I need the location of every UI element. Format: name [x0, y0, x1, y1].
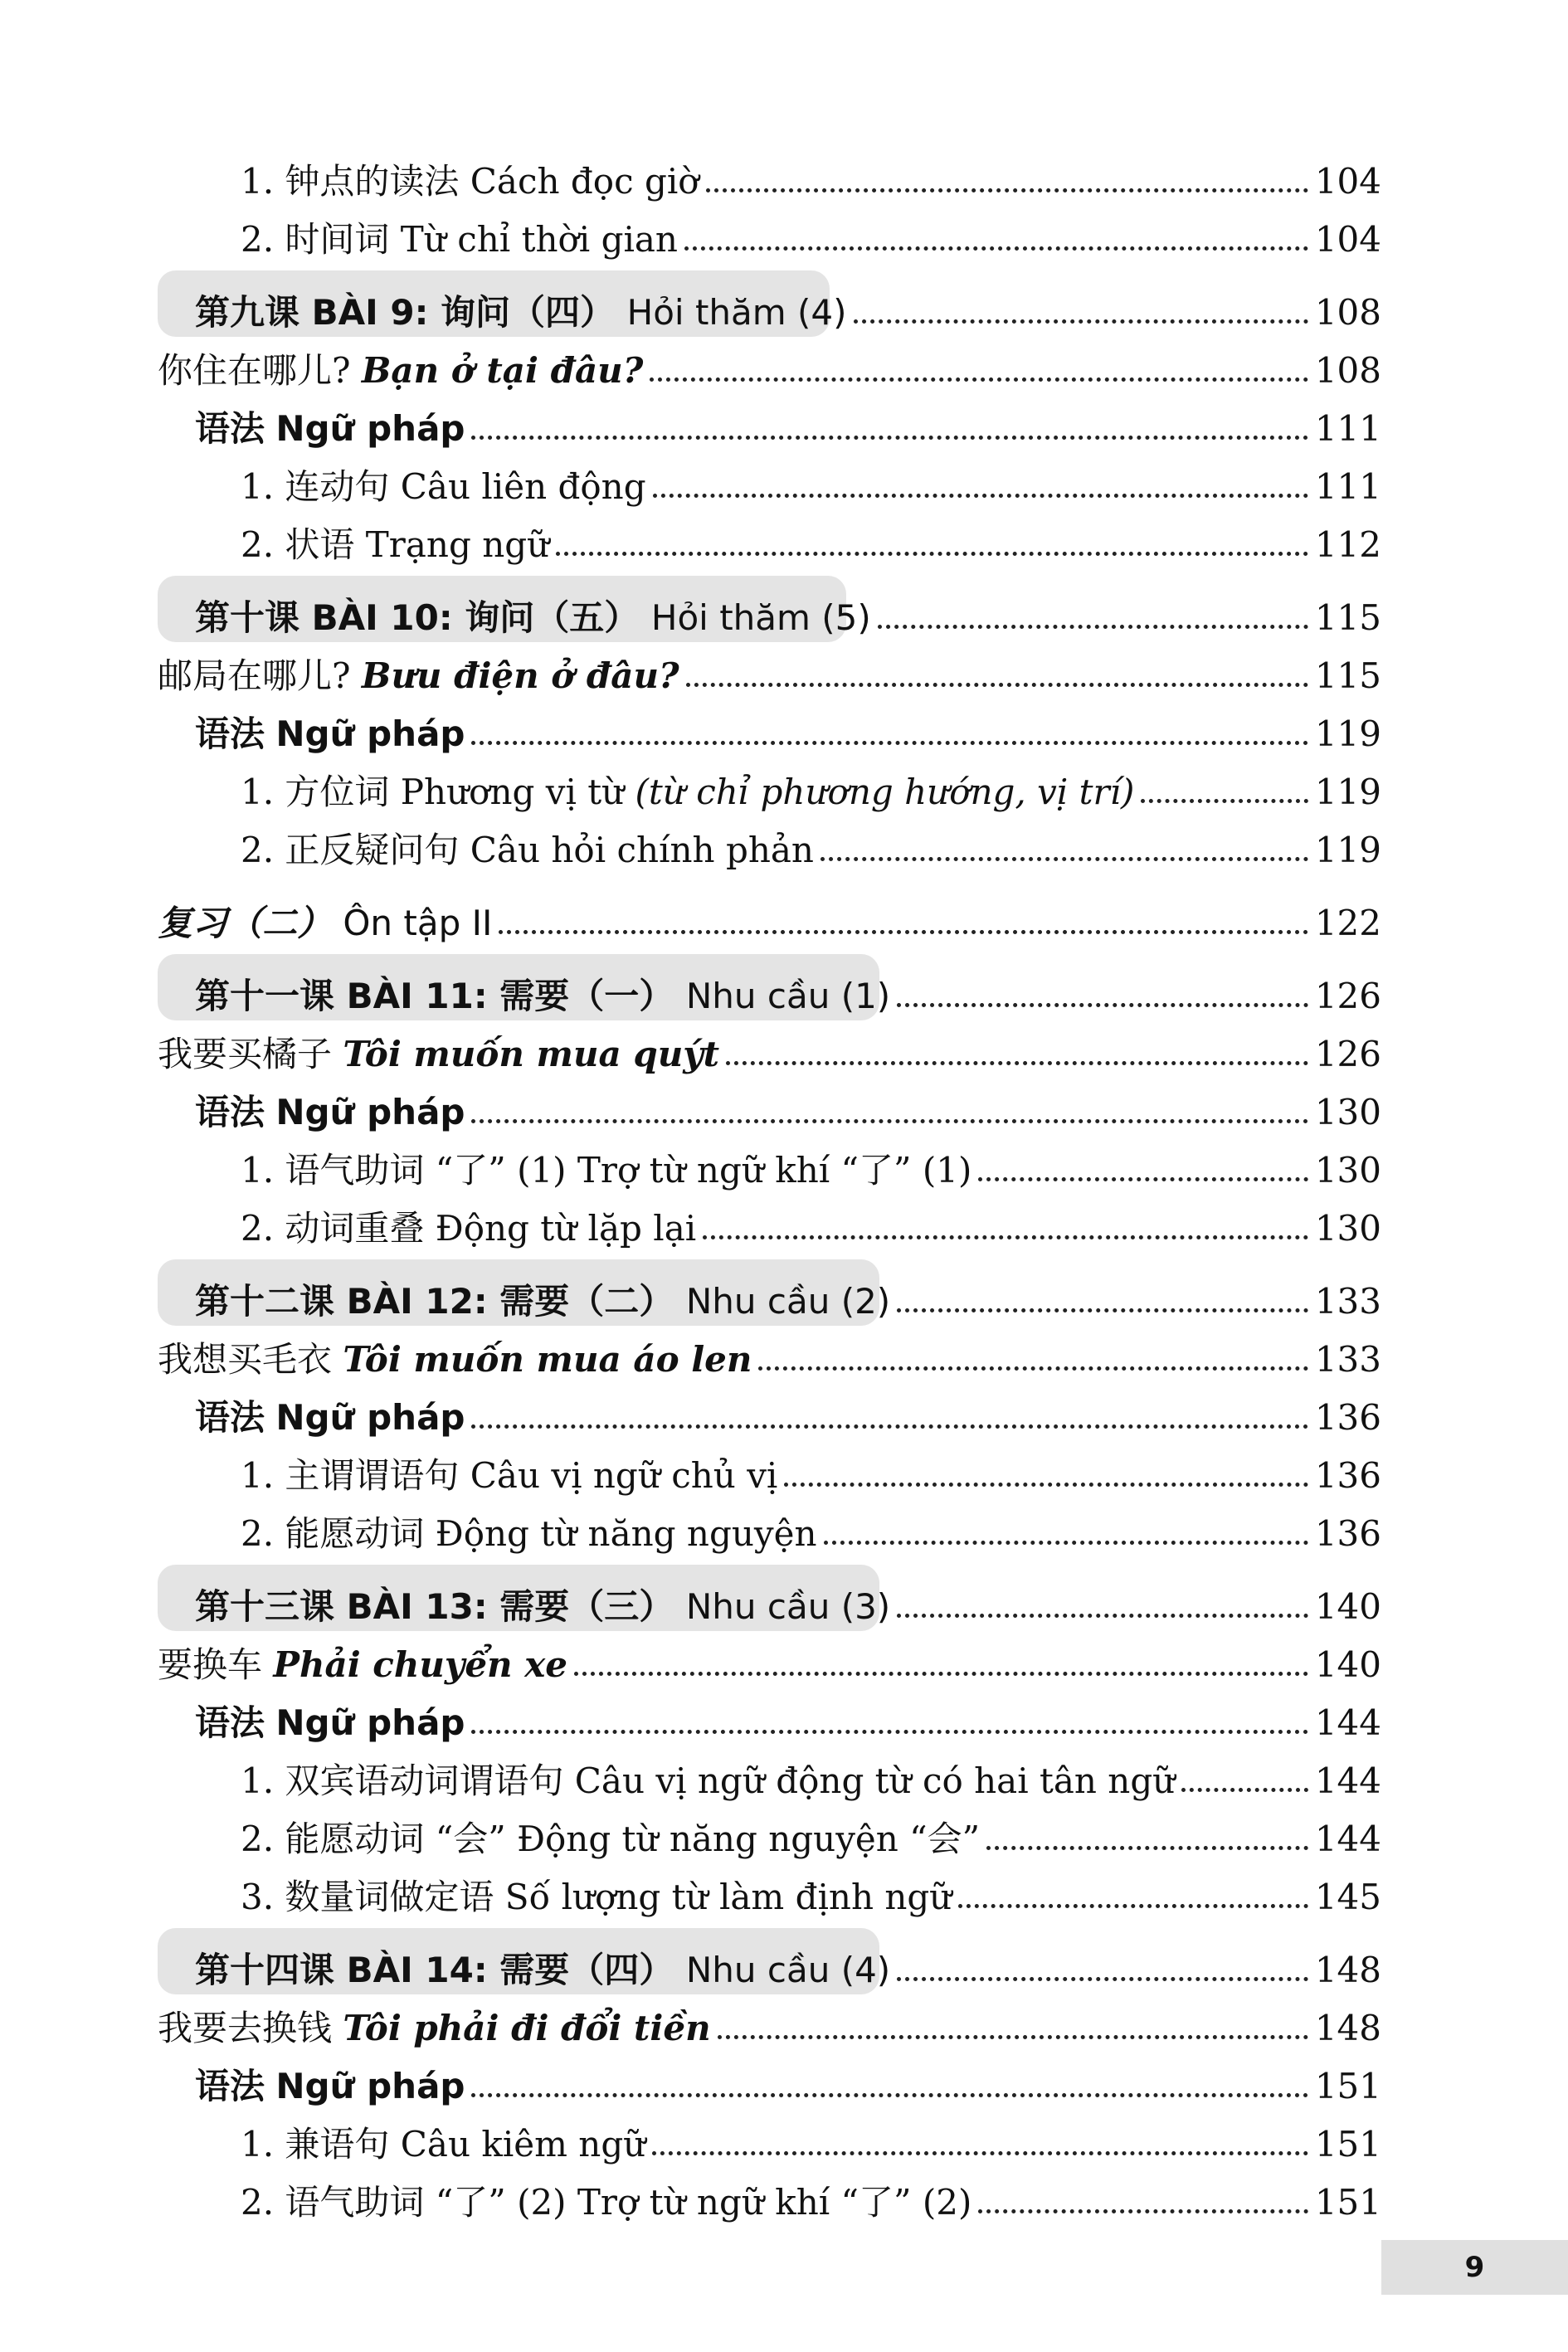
toc-entry-vietnamese: Hỏi thăm (4) [626, 292, 847, 333]
toc-entry-chinese: 1. 双宾语动词谓语句 [241, 1760, 564, 1801]
toc-entry-vietnamese: Phải chuyển xe [273, 1644, 567, 1685]
toc-entry-chinese: 语法 [195, 408, 265, 449]
dot-leader [897, 1977, 1308, 1981]
dot-leader [878, 625, 1308, 629]
dot-leader [821, 857, 1308, 861]
dot-leader [897, 1614, 1308, 1618]
toc-entry-chinese: 语法 [195, 1092, 265, 1132]
toc-entry [158, 642, 1381, 694]
toc-entry [158, 1020, 1381, 1072]
dot-leader [1141, 799, 1307, 803]
toc-entry-vietnamese: Câu liên động [400, 466, 646, 507]
toc-entry [158, 1573, 1381, 1627]
toc-entry-chinese: 1. 主谓谓语句 [241, 1455, 460, 1496]
toc-entry-text [158, 903, 493, 943]
toc-entry-vietnamese: Câu hỏi chính phản [470, 830, 814, 870]
toc-entry [158, 206, 1381, 260]
toc-entry-vietnamese: Động từ năng nguyện “会” [517, 1819, 981, 1859]
toc-entry [158, 700, 1381, 752]
toc-page-number: 140 [1314, 1586, 1381, 1627]
toc-entry [158, 1442, 1381, 1496]
dot-leader [897, 1308, 1308, 1312]
toc-entry-text [195, 713, 465, 754]
dot-leader [650, 377, 1308, 382]
toc-entry-chinese: 2. 正反疑问句 [241, 830, 460, 870]
toc-entry-vietnamese: Tôi muốn mua áo len [343, 1339, 752, 1380]
toc-entry-text [241, 772, 1135, 812]
toc-entry-chinese: 2. 动词重叠 [241, 1208, 425, 1249]
dot-leader [718, 2035, 1308, 2039]
toc-entry-text [195, 597, 871, 638]
toc-entry-text [195, 1950, 891, 1990]
toc-page-number: 144 [1314, 1760, 1381, 1801]
toc-entry-chinese: 1. 语气助词 “了” (1) [241, 1150, 567, 1191]
toc-entry [158, 816, 1381, 868]
toc-page-number: 136 [1314, 1513, 1381, 1554]
toc-page-number: 119 [1314, 713, 1381, 754]
toc-entry-text [195, 1281, 891, 1322]
toc-entry [158, 1936, 1381, 1988]
toc-entry [158, 1631, 1381, 1685]
toc-entry-vietnamese: Ngữ pháp [275, 1702, 465, 1743]
toc-page-number: 136 [1314, 1455, 1381, 1496]
toc-entry-text [241, 830, 814, 870]
toc-entry-vietnamese: Câu kiêm ngữ [400, 2124, 646, 2165]
toc-page-number: 108 [1314, 350, 1381, 391]
toc-entry-chinese: 2. 能愿动词 “会” [241, 1819, 506, 1859]
dot-leader [1181, 1788, 1308, 1792]
toc-entry-chinese: 1. 兼语句 [241, 2124, 390, 2165]
toc-page-number: 148 [1314, 2008, 1381, 2048]
toc-entry-text [195, 1702, 465, 1743]
toc-entry [158, 511, 1381, 565]
toc-entry-vietnamese: Nhu cầu (3) [685, 1586, 891, 1627]
toc-entry-text [195, 408, 465, 449]
toc-entry-chinese: 复习（二） [158, 903, 333, 943]
toc-entry-text [195, 2066, 465, 2106]
dot-leader [978, 2209, 1307, 2213]
toc-entry-vietnamese: Ngữ pháp [275, 408, 465, 449]
toc-entry [158, 337, 1381, 391]
toc-entry-text [158, 2008, 711, 2048]
toc-entry [158, 148, 1381, 202]
toc-entry-vietnamese: Ngữ pháp [275, 1092, 465, 1132]
toc-entry-vietnamese: Trợ từ ngữ khí “了” (2) [577, 2182, 972, 2223]
toc-entry-vietnamese: Số lượng từ làm định ngữ [504, 1877, 952, 1917]
toc-entry [158, 1195, 1381, 1249]
toc-entry-chinese: 第九课 BÀI 9: 询问（四） [195, 292, 616, 333]
toc-page-number: 144 [1314, 1819, 1381, 1859]
toc-entry-chinese: 2. 语气助词 “了” (2) [241, 2182, 567, 2223]
toc-entry-vietnamese: Ngữ pháp [275, 1397, 465, 1438]
toc-entry-vietnamese: Cách đọc giờ [470, 161, 699, 202]
toc-entry-vietnamese: Câu vị ngữ động từ có hai tân ngữ [574, 1760, 1176, 1801]
toc-entry [158, 1863, 1381, 1915]
toc-entry-vietnamese: Nhu cầu (1) [685, 976, 891, 1016]
toc-page-number: 111 [1314, 408, 1381, 449]
toc-entry-chinese: 第十课 BÀI 10: 询问（五） [195, 597, 640, 638]
dot-leader [471, 1730, 1307, 1734]
toc-entry-vietnamese: Phương vị từ [400, 772, 625, 812]
toc-entry-chinese: 2. 能愿动词 [241, 1513, 425, 1554]
toc-entry-note: (từ chỉ phương hướng, vị trí) [635, 772, 1135, 812]
toc-page-number: 126 [1314, 976, 1381, 1016]
dot-leader [686, 683, 1308, 687]
toc-entry-text [241, 1150, 972, 1191]
toc-entry-chinese: 第十三课 BÀI 13: 需要（三） [195, 1586, 674, 1627]
toc-entry [158, 1689, 1381, 1741]
toc-entry-text [195, 976, 891, 1016]
toc-page-number: 111 [1314, 466, 1381, 507]
toc-entry-chinese: 1. 钟点的读法 [241, 161, 460, 202]
toc-page-number: 115 [1314, 597, 1381, 638]
toc-entry-text [241, 1513, 817, 1554]
toc-page-number: 151 [1314, 2124, 1381, 2165]
toc-entry-text [241, 2124, 646, 2165]
toc-entry-text [241, 1455, 778, 1496]
toc-entry-chinese: 我要买橘子 [158, 1034, 333, 1074]
toc-entry [158, 279, 1381, 333]
toc-entry-vietnamese: Hỏi thăm (5) [650, 597, 871, 638]
toc-entry-text [195, 292, 847, 333]
dot-leader [854, 319, 1308, 324]
toc-page-number: 130 [1314, 1092, 1381, 1132]
toc-entry-text [158, 655, 679, 696]
toc-entry [158, 758, 1381, 810]
toc-entry-vietnamese: Từ chỉ thời gian [400, 219, 678, 260]
toc-page-number: 133 [1314, 1281, 1381, 1322]
toc-entry-vietnamese: Bạn ở tại đâu? [361, 350, 644, 391]
toc-entry-vietnamese: Nhu cầu (2) [685, 1281, 891, 1322]
toc-entry-text [241, 1760, 1176, 1801]
toc-entry [158, 2053, 1381, 2104]
toc-page-number: 151 [1314, 2066, 1381, 2106]
page-number: 9 [1381, 2240, 1568, 2295]
toc-entry [158, 2111, 1381, 2165]
toc-entry-chinese: 邮局在哪儿? [158, 655, 351, 696]
toc-page-number: 104 [1314, 161, 1381, 202]
toc-page-number: 112 [1314, 524, 1381, 565]
toc-entry-vietnamese: Động từ năng nguyện [435, 1513, 817, 1554]
dot-leader [471, 1119, 1307, 1123]
toc-entry [158, 1747, 1381, 1799]
toc-entry-vietnamese: Ôn tập II [343, 903, 493, 943]
toc-entry-text [158, 1034, 720, 1074]
toc-page-number: 130 [1314, 1150, 1381, 1191]
toc-entry [158, 1500, 1381, 1554]
toc-entry-text [241, 1208, 697, 1249]
toc-entry-chinese: 语法 [195, 2066, 265, 2106]
dot-leader [574, 1672, 1308, 1676]
dot-leader [471, 1424, 1307, 1429]
toc-entry [158, 584, 1381, 638]
dot-leader [706, 188, 1308, 192]
dot-leader [471, 436, 1307, 440]
toc-entry-vietnamese: Trợ từ ngữ khí “了” (1) [577, 1150, 972, 1191]
toc-entry-text [241, 1877, 952, 1917]
toc-page-number: 133 [1314, 1339, 1381, 1380]
toc-entry [158, 1384, 1381, 1438]
dot-leader [978, 1177, 1307, 1181]
dot-leader [471, 741, 1307, 745]
toc-page-number: 108 [1314, 292, 1381, 333]
toc-page-number: 104 [1314, 219, 1381, 260]
toc-entry [158, 962, 1381, 1014]
toc-entry-chinese: 第十一课 BÀI 11: 需要（一） [195, 976, 674, 1016]
toc-entry-chinese: 要换车 [158, 1644, 263, 1685]
toc-entry-text [158, 1644, 567, 1685]
toc-entry-vietnamese: Ngữ pháp [275, 2066, 465, 2106]
dot-leader [726, 1061, 1308, 1065]
toc-entry-vietnamese: Nhu cầu (4) [685, 1950, 891, 1990]
toc-page-number: 122 [1314, 903, 1381, 943]
toc-entry [158, 453, 1381, 507]
dot-leader [758, 1366, 1307, 1371]
toc-entry [158, 1079, 1381, 1130]
toc-page-number: 130 [1314, 1208, 1381, 1249]
dot-leader [897, 1003, 1308, 1007]
toc-entry-chinese: 语法 [195, 1397, 265, 1438]
toc-entry [158, 1994, 1381, 2046]
toc-entry-text [241, 1819, 981, 1859]
toc-entry-text [195, 1092, 465, 1132]
toc-entry-chinese: 你住在哪儿? [158, 350, 351, 391]
toc-entry-text [158, 350, 644, 391]
toc-entry-vietnamese: Tôi muốn mua quýt [343, 1034, 720, 1074]
toc-entry-text [241, 161, 699, 202]
dot-leader [958, 1904, 1307, 1908]
toc-page-number: 148 [1314, 1950, 1381, 1990]
toc-entry [158, 1805, 1381, 1857]
toc-entry-vietnamese: Câu vị ngữ chủ vị [470, 1455, 778, 1496]
dot-leader [824, 1541, 1308, 1545]
dot-leader [471, 2093, 1307, 2097]
toc-entry [158, 1268, 1381, 1322]
dot-leader [556, 552, 1308, 556]
toc-page-number: 115 [1314, 655, 1381, 696]
toc-entry-chinese: 1. 连动句 [241, 466, 390, 507]
toc-page-number: 136 [1314, 1397, 1381, 1438]
toc-entry-chinese: 2. 状语 [241, 524, 355, 565]
toc-page-number: 126 [1314, 1034, 1381, 1074]
toc-page-number: 140 [1314, 1644, 1381, 1685]
toc-entry [158, 889, 1381, 941]
toc-entry-vietnamese: Trạng ngữ [365, 524, 550, 565]
toc-entry-chinese: 第十二课 BÀI 12: 需要（二） [195, 1281, 674, 1322]
toc-entry-chinese: 1. 方位词 [241, 772, 390, 812]
toc-entry-vietnamese: Ngữ pháp [275, 713, 465, 754]
dot-leader [684, 246, 1308, 251]
dot-leader [784, 1483, 1307, 1487]
toc-page-number: 145 [1314, 1877, 1381, 1917]
toc-entry-text [241, 219, 678, 260]
toc-page-number: 144 [1314, 1702, 1381, 1743]
toc-entry-text [195, 1397, 465, 1438]
dot-leader [703, 1235, 1308, 1239]
dot-leader [499, 930, 1307, 934]
toc-page-number: 151 [1314, 2182, 1381, 2223]
dot-leader [652, 2151, 1308, 2155]
toc-entry-chinese: 我要去换钱 [158, 2008, 333, 2048]
toc-entry-text [158, 1339, 752, 1380]
toc-page-number: 119 [1314, 830, 1381, 870]
toc-entry [158, 1326, 1381, 1380]
toc-entry-chinese: 语法 [195, 1702, 265, 1743]
toc-entry-text [241, 466, 646, 507]
toc-page-number: 119 [1314, 772, 1381, 812]
toc-entry-vietnamese: Động từ lặp lại [435, 1208, 697, 1249]
toc-entry [158, 395, 1381, 449]
toc-entry [158, 2169, 1381, 2223]
toc-entry [158, 1137, 1381, 1191]
dot-leader [653, 494, 1308, 498]
toc-entry-chinese: 我想买毛衣 [158, 1339, 333, 1380]
toc-entry-text [241, 524, 550, 565]
toc-entry-chinese: 语法 [195, 713, 265, 754]
toc-entry-vietnamese: Tôi phải đi đổi tiền [343, 2008, 711, 2048]
toc-entry-text [241, 2182, 972, 2223]
toc-entry-chinese: 第十四课 BÀI 14: 需要（四） [195, 1950, 674, 1990]
toc-entry-vietnamese: Bưu điện ở đâu? [361, 655, 679, 696]
toc-entry-text [195, 1586, 891, 1627]
dot-leader [986, 1846, 1308, 1850]
toc-entry-chinese: 2. 时间词 [241, 219, 390, 260]
toc-entry-chinese: 3. 数量词做定语 [241, 1877, 494, 1917]
